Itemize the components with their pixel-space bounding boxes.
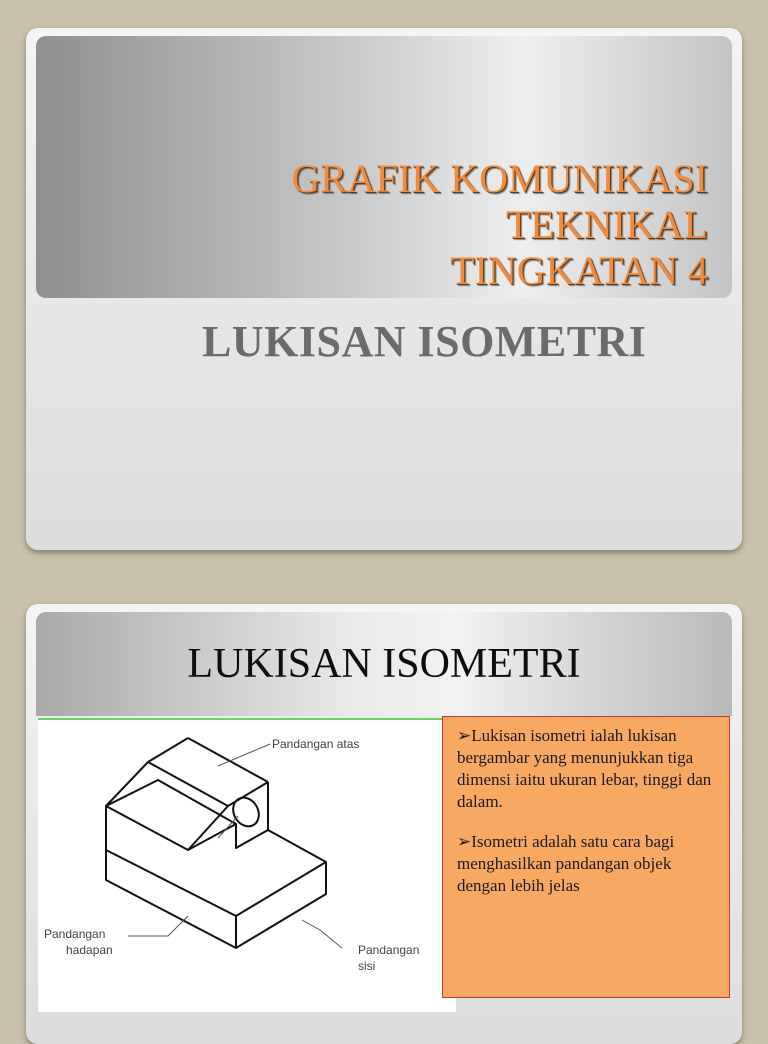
isometric-figure	[38, 718, 456, 1012]
main-title-line-2: TEKNIKAL	[505, 202, 708, 247]
main-title	[291, 156, 708, 294]
label-side-view-line-1: Pandangan	[358, 943, 420, 957]
content-slide	[26, 604, 742, 1044]
main-title-line-3: TINGKATAN 4	[450, 248, 708, 293]
definition-box	[442, 716, 730, 998]
bullet-definition: ➢Lukisan isometri ialah lukisan bergambar yang menunjukkan tiga dimensi iaitu ukuran lebar, tinggi dan dalam.	[457, 726, 712, 811]
leader-side-view	[302, 920, 342, 948]
base-side-edges	[236, 862, 326, 948]
label-side-view	[358, 942, 419, 974]
subtitle: LUKISAN ISOMETRI	[202, 317, 647, 366]
slide-title: LUKISAN ISOMETRI	[187, 641, 581, 687]
label-front-view-line-2: hadapan	[66, 943, 113, 957]
bullet-purpose: ➢Isometri adalah satu cara bagi menghasilkan pandangan objek dengan lebih jelas	[457, 832, 675, 895]
label-side-view-line-2: sisi	[358, 959, 376, 973]
leader-top-view	[218, 744, 270, 766]
label-front-view-line-1: Pandangan	[44, 927, 106, 941]
title-slide	[26, 28, 742, 550]
upper-block-outline	[106, 762, 228, 850]
main-title-line-1: GRAFIK KOMUNIKASI	[291, 156, 708, 201]
label-front-view	[44, 926, 113, 958]
label-top-view: Pandangan atas	[272, 737, 360, 751]
